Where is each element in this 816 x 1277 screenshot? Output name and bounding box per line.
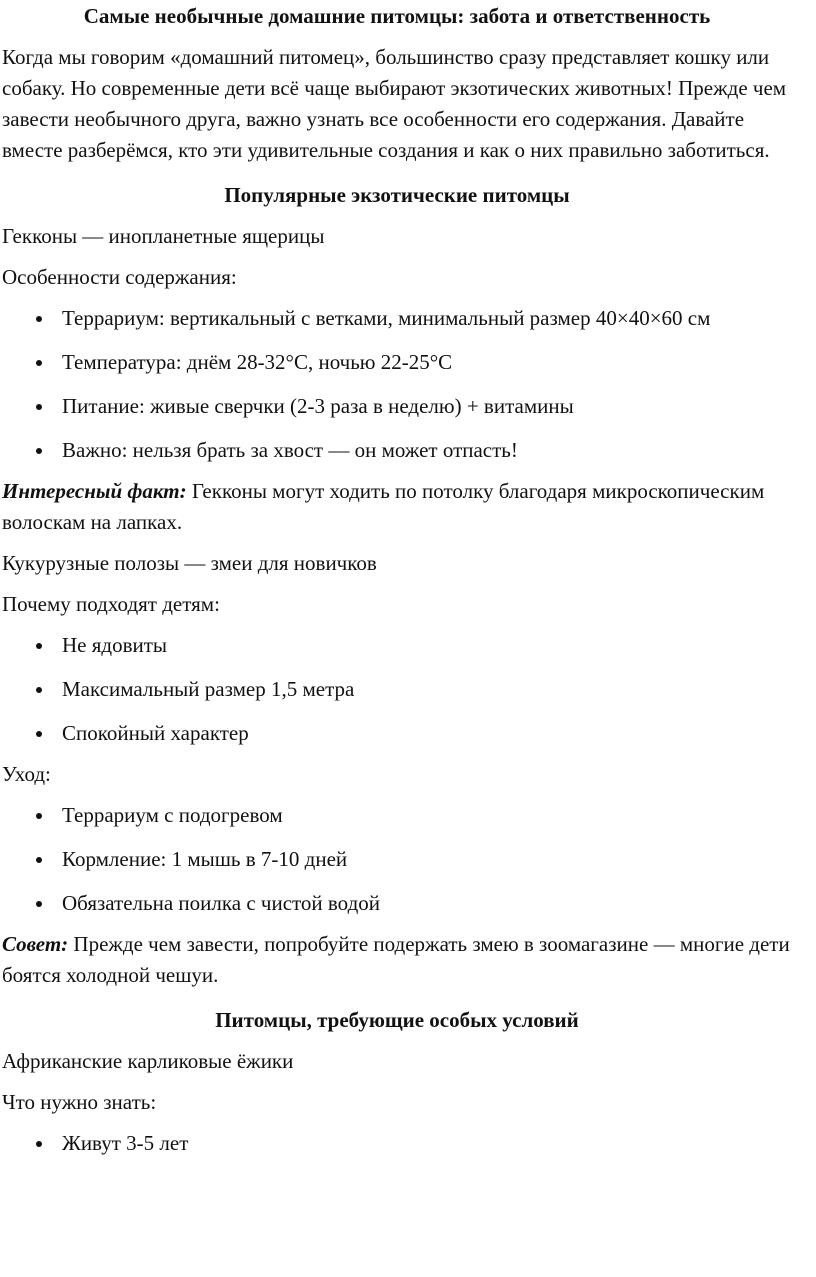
- list-item: Кормление: 1 мышь в 7-10 дней: [2, 844, 792, 875]
- geckos-heading: Гекконы — инопланетные ящерицы: [2, 224, 325, 248]
- list-item: Максимальный размер 1,5 метра: [2, 674, 792, 705]
- hedgehogs-list: [2, 1128, 792, 1159]
- section-heading-special: Питомцы, требующие особых условий: [215, 1008, 579, 1032]
- list-item: Живут 3-5 лет: [2, 1128, 792, 1159]
- snakes-why-list: [2, 630, 792, 749]
- snakes-heading: Кукурузные полозы — змеи для новичков: [2, 551, 377, 575]
- document-title: Самые необычные домашние питомцы: забота и ответственность: [83, 4, 711, 28]
- list-item: Террариум: вертикальный с ветками, минимальный размер 40×40×60 см: [2, 303, 792, 334]
- list-item: Террариум с подогревом: [2, 800, 792, 831]
- snakes-care-heading: Уход:: [2, 762, 51, 786]
- intro-paragraph: Когда мы говорим «домашний питомец», большинство сразу представляет кошку или собаку. Но современные дети всё чаще выбирают экзотических животных! Прежде чем завести необычного друга, важно узнать все особенности его содержания. Давайте вместе разберёмся, кто эти удивительные создания и как о них правильно заботиться.: [2, 45, 787, 162]
- list-item: Питание: живые сверчки (2-3 раза в неделю) + витамины: [2, 391, 792, 422]
- fact-label: Интересный факт:: [2, 479, 187, 503]
- snakes-care-list: [2, 800, 792, 919]
- snakes-why-heading: Почему подходят детям:: [2, 592, 220, 616]
- list-item: Температура: днём 28-32°C, ночью 22-25°C: [2, 347, 792, 378]
- hedgehogs-heading: Африканские карликовые ёжики: [2, 1049, 294, 1073]
- hedgehogs-subheading: Что нужно знать:: [2, 1090, 157, 1114]
- list-item: Не ядовиты: [2, 630, 792, 661]
- list-item: Спокойный характер: [2, 718, 792, 749]
- tip-text: Прежде чем завести, попробуйте подержать змею в зоомагазине — многие дети боятся холодной чешуи.: [2, 932, 790, 987]
- fact-text: Гекконы могут ходить по потолку благодаря микроскопическим волоскам на лапках.: [2, 479, 765, 534]
- section-heading-popular: Популярные экзотические питомцы: [224, 183, 570, 207]
- snakes-tip: [2, 929, 792, 991]
- list-item: Важно: нельзя брать за хвост — он может отпасть!: [2, 435, 792, 466]
- geckos-fact: [2, 476, 792, 538]
- geckos-subheading: Особенности содержания:: [2, 265, 237, 289]
- geckos-care-list: [2, 303, 792, 466]
- list-item: Обязательна поилка с чистой водой: [2, 888, 792, 919]
- tip-label: Совет:: [2, 932, 69, 956]
